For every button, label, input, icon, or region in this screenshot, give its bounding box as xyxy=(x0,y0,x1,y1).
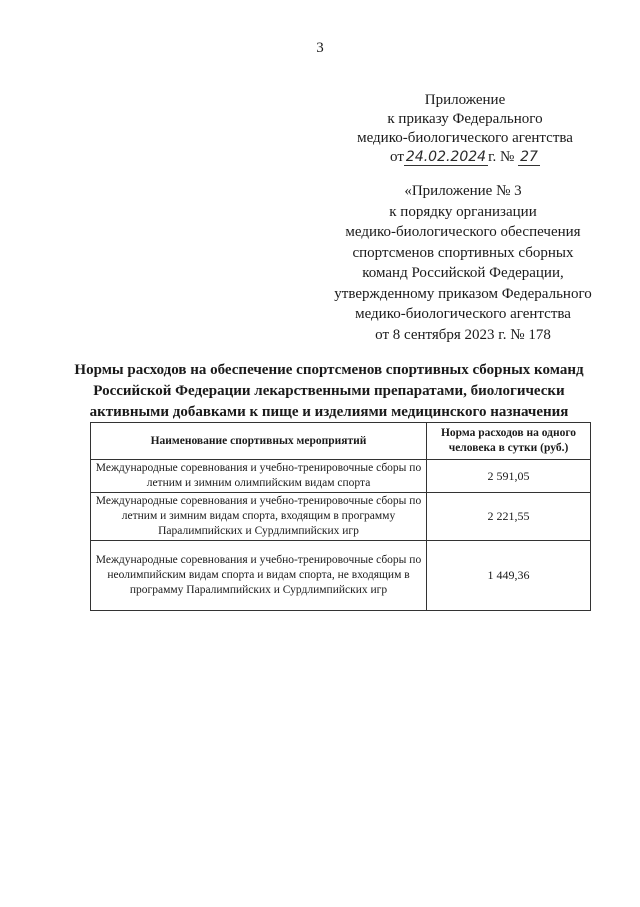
appendix-3-line: спортсменов спортивных сборных xyxy=(352,244,574,261)
appendix-date-line xyxy=(330,148,600,167)
event-cell: Международные соревнования и учебно-тренировочные сборы по неолимпийским видам спорта и видам спорта, не входящим в программу Паралимпийских и Сурдлимпийских игр xyxy=(91,541,427,611)
header-event-name: Наименование спортивных мероприятий xyxy=(91,423,427,460)
appendix-3-line: «Приложение № 3 xyxy=(404,183,522,199)
table-header-row xyxy=(91,423,591,460)
appendix-3-line: утвержденному приказом Федерального xyxy=(334,285,592,302)
norm-cell: 2 591,05 xyxy=(427,460,591,493)
appendix-3-line: к порядку организации xyxy=(389,203,537,220)
appendix-order-line: к приказу Федерального xyxy=(387,111,543,127)
handwritten-date: 24.02.2024 xyxy=(405,149,487,165)
date-prefix: от xyxy=(390,149,404,165)
appendix-header xyxy=(330,91,600,167)
appendix-3-line: медико-биологического агентства xyxy=(355,306,571,322)
norm-cell: 2 221,55 xyxy=(427,493,591,541)
table-row xyxy=(91,493,591,541)
appendix-3-line: от 8 сентября 2023 г. № 178 xyxy=(375,326,551,343)
table-row xyxy=(91,460,591,493)
appendix-3-header xyxy=(318,181,608,345)
header-norm: Норма расходов на одного человека в сутки (руб.) xyxy=(427,423,591,460)
appendix-agency-line: медико-биологического агентства xyxy=(357,130,573,146)
norms-table xyxy=(90,422,591,611)
table-row xyxy=(91,541,591,611)
date-suffix: г. № xyxy=(488,149,515,165)
appendix-title: Приложение xyxy=(424,92,506,108)
appendix-3-line: медико-биологического обеспечения xyxy=(345,224,581,240)
document-title: Нормы расходов на обеспечение спортсменов спортивных сборных команд Российской Федерации лекарственными препаратами, биологически активными добавками к пище и изделиями медицинского назначения xyxy=(74,362,584,420)
handwritten-number: 27 xyxy=(520,149,538,165)
appendix-3-line: команд Российской Федерации, xyxy=(362,265,564,281)
event-cell: Международные соревнования и учебно-тренировочные сборы по летним и зимним видам спорта, входящим в программу Паралимпийских и Сурдлимпийских игр xyxy=(91,493,427,541)
norm-cell: 1 449,36 xyxy=(427,541,591,611)
page-number: 3 xyxy=(316,40,324,56)
event-cell: Международные соревнования и учебно-тренировочные сборы по летним и зимним олимпийским видам спорта xyxy=(91,460,427,493)
